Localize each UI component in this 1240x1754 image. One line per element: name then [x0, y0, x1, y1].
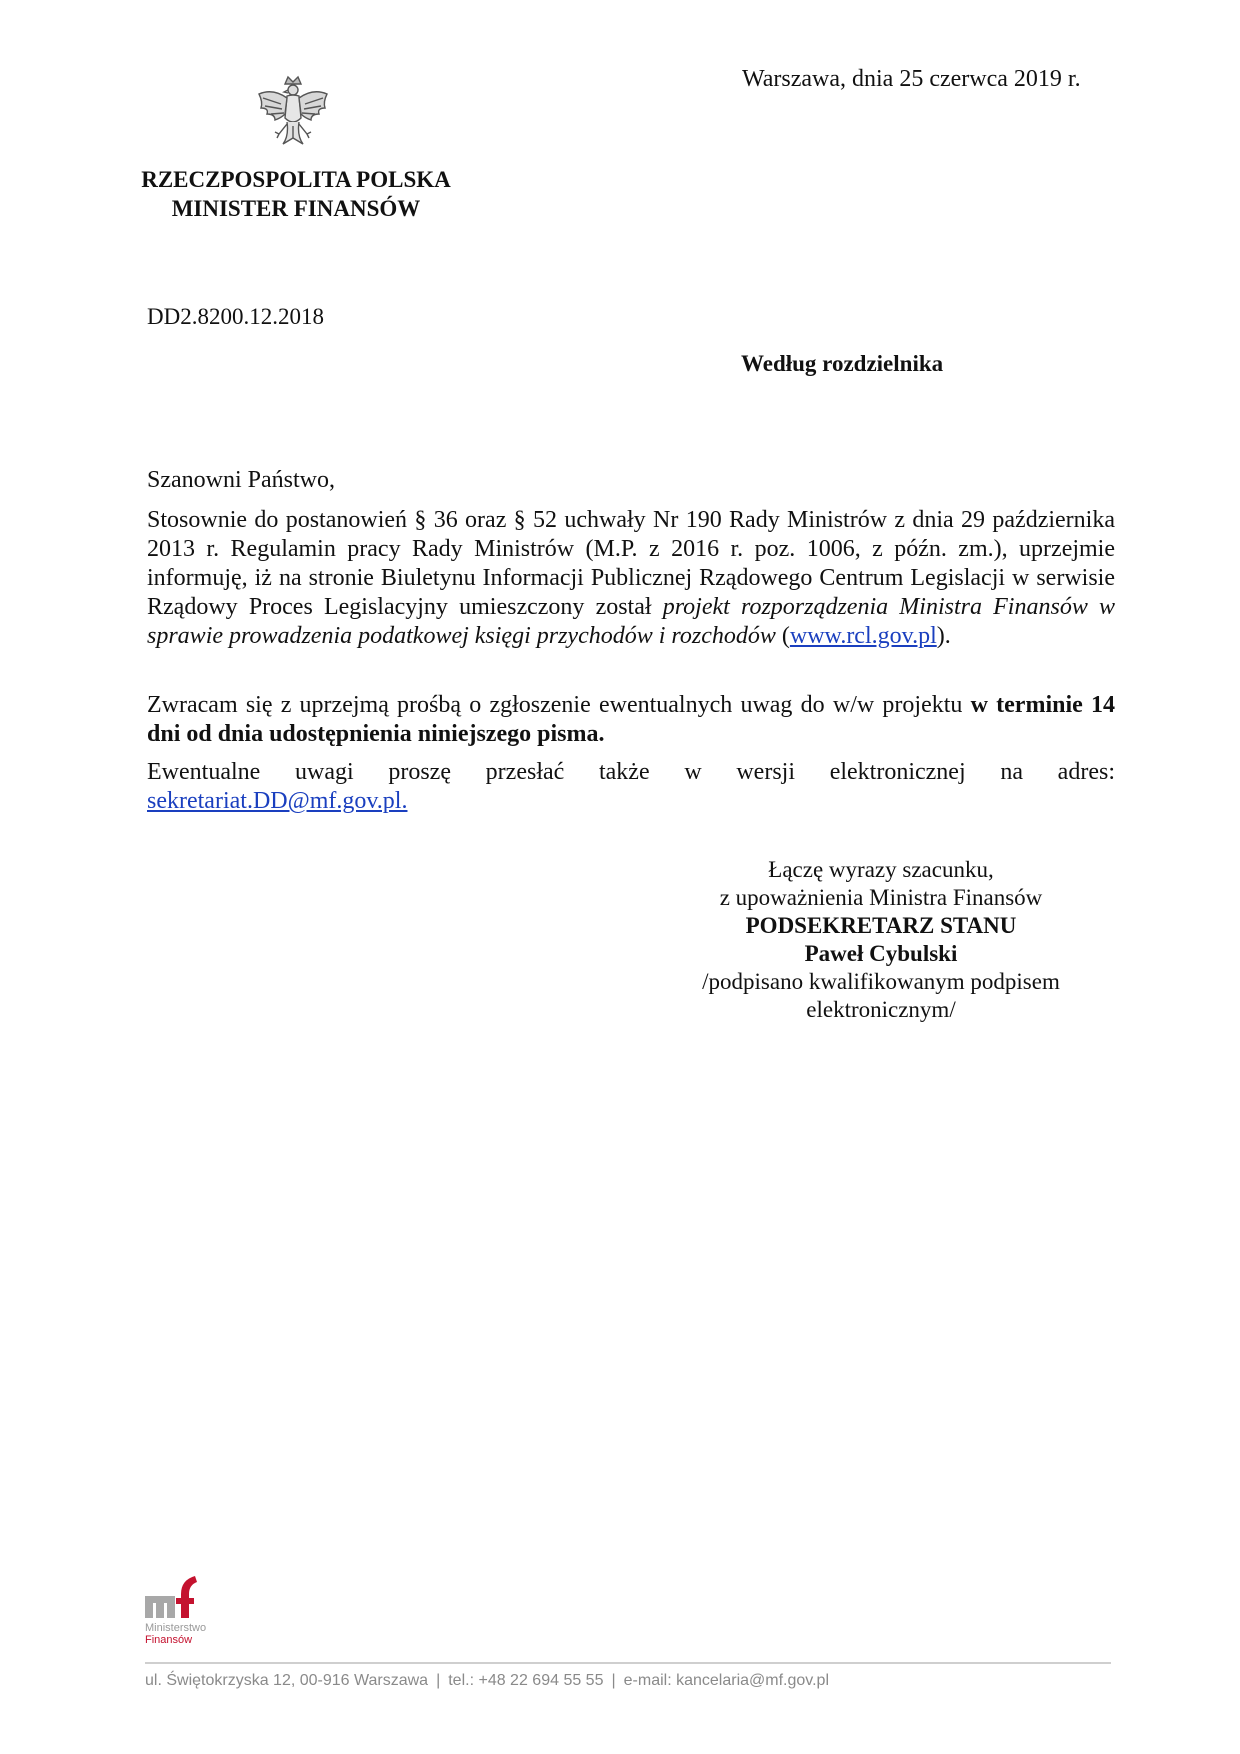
email-link[interactable]: sekretariat.DD@mf.gov.pl. — [147, 788, 408, 814]
salutation: Szanowni Państwo, — [147, 467, 335, 493]
footer-divider — [145, 1662, 1111, 1664]
footer-phone: tel.: +48 22 694 55 55 — [448, 1672, 604, 1689]
issuer-country: RZECZPOSPOLITA POLSKA — [141, 167, 451, 192]
logo-line-1: Ministerstwo — [145, 1622, 207, 1634]
closing-line-1: Łączę wyrazy szacunku, — [768, 857, 994, 882]
body-paragraph-3 — [147, 758, 1115, 816]
rcl-link[interactable]: www.rcl.gov.pl — [789, 623, 937, 649]
body-paragraph-1 — [147, 506, 1115, 651]
footer — [145, 1672, 829, 1690]
footer-separator-2: | — [611, 1672, 616, 1689]
recipient: Według rozdzielnika — [741, 351, 944, 376]
footer-email[interactable]: e-mail: kancelaria@mf.gov.pl — [623, 1672, 829, 1689]
signer-name: Paweł Cybulski — [804, 941, 958, 966]
issuer-block — [120, 165, 472, 223]
signature-note-1: /podpisano kwalifikowanym podpisem — [702, 969, 1060, 994]
p2-deadline: w terminie 14 dni od dnia udostępnienia niniejszego pisma. — [147, 692, 1115, 747]
closing-line-2: z upoważnienia Ministra Finansów — [719, 885, 1043, 910]
signature-note-2: elektronicznym/ — [806, 997, 956, 1022]
reference-number: DD2.8200.12.2018 — [147, 304, 324, 329]
footer-separator-1: | — [436, 1672, 441, 1689]
footer-address: ul. Świętokrzyska 12, 00-916 Warszawa — [145, 1672, 429, 1689]
issuer-office: MINISTER FINANSÓW — [171, 196, 421, 221]
p1-text: Stosownie do postanowień § 36 oraz § 52 uchwały Nr 190 Rady Ministrów z dnia 29 października 2013 r. Regulamin pracy Rady Ministrów (M.P. z 2016 r. poz. 1006, z późn. zm.), uprzejmie informuję, iż na stronie Biuletynu Informacji Publicznej Rządowego Centrum Legislacji w serwisie Rządowy Proces Legislacyjny umieszczony został — [147, 507, 1115, 620]
closing-block — [676, 856, 1086, 1024]
logo-line-2: Finansów — [145, 1634, 193, 1646]
ministry-logo-text — [145, 1622, 206, 1646]
p2-text: Zwracam się z uprzejmą prośbą o zgłoszenie ewentualnych uwag do w/w projektu — [147, 692, 971, 718]
polish-eagle-emblem-icon — [255, 74, 331, 152]
letter-date: Warszawa, dnia 25 czerwca 2019 r. — [742, 66, 1081, 92]
p1-open: ( — [775, 623, 790, 649]
body-paragraph-2 — [147, 691, 1115, 749]
p3-text: Ewentualne uwagi proszę przesłać także w wersji elektronicznej na adres: — [147, 759, 1115, 785]
p1-italic-title: projekt rozporządzenia Ministra Finansów w sprawie prowadzenia podatkowej księgi przychodów i rozchodów — [147, 594, 1116, 649]
signer-title: PODSEKRETARZ STANU — [745, 913, 1017, 938]
p1-close: ). — [936, 623, 951, 649]
